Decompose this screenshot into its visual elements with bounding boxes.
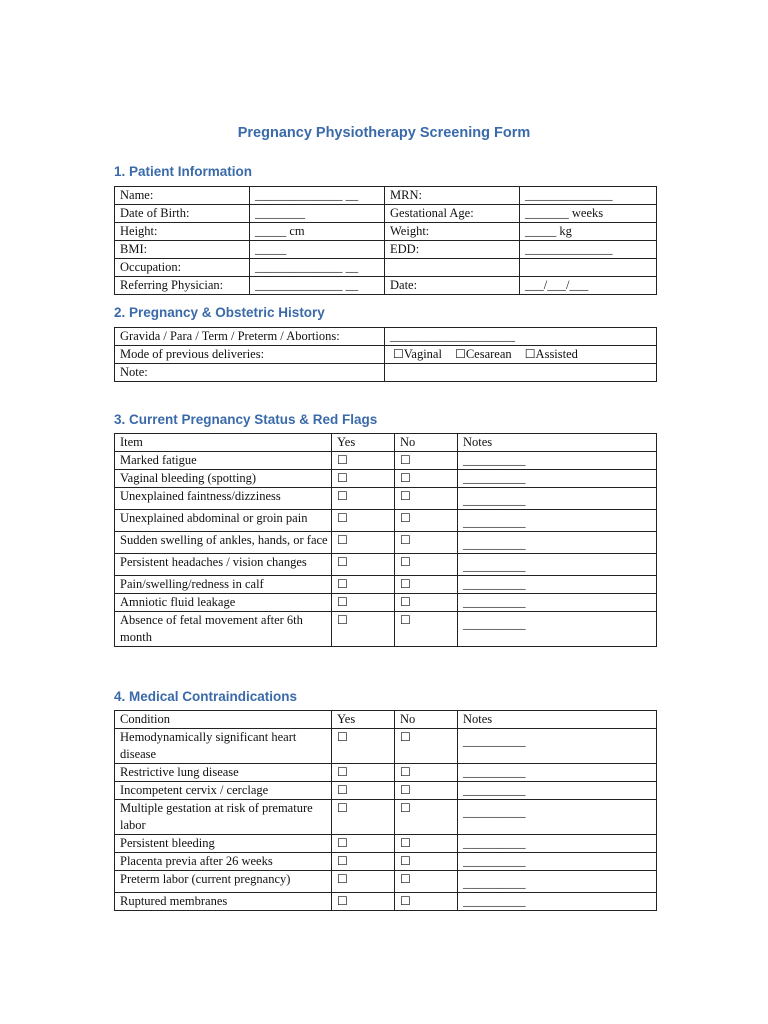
checkbox-icon[interactable]: ☐ xyxy=(400,555,411,569)
table-row xyxy=(115,554,657,576)
checkbox-icon[interactable]: ☐ xyxy=(337,783,348,797)
field-value[interactable]: ______________ xyxy=(520,241,657,259)
yes-checkbox-cell xyxy=(332,835,395,853)
field-value[interactable]: ________ xyxy=(250,205,385,223)
yes-checkbox-cell xyxy=(332,554,395,576)
item-label: Unexplained faintness/dizziness xyxy=(115,488,332,510)
column-header: Yes xyxy=(332,711,395,729)
notes-field[interactable] xyxy=(458,893,657,911)
checkbox-icon[interactable]: ☐ xyxy=(400,613,411,627)
checkbox-icon[interactable]: ☐ xyxy=(400,801,411,815)
yes-checkbox-cell xyxy=(332,594,395,612)
yes-checkbox-cell xyxy=(332,853,395,871)
field-value[interactable]: ___/___/___ xyxy=(520,277,657,295)
notes-field[interactable] xyxy=(458,452,657,470)
checkbox-icon[interactable]: ☐ xyxy=(400,453,411,467)
column-header: Yes xyxy=(332,434,395,452)
item-label: Ruptured membranes xyxy=(115,893,332,911)
field-value[interactable]: _______ weeks xyxy=(520,205,657,223)
item-label: Persistent bleeding xyxy=(115,835,332,853)
item-label: Hemodynamically significant heart disease xyxy=(115,729,332,764)
no-checkbox-cell xyxy=(395,835,458,853)
notes-field[interactable] xyxy=(458,470,657,488)
table-row xyxy=(115,612,657,647)
field-label: Referring Physician: xyxy=(115,277,250,295)
checkbox-icon[interactable]: ☐ xyxy=(337,595,348,609)
notes-blank: __________ xyxy=(463,559,526,573)
note-field[interactable] xyxy=(385,364,657,382)
no-checkbox-cell xyxy=(395,554,458,576)
vaginal-option[interactable]: ☐Vaginal xyxy=(393,347,442,361)
no-checkbox-cell xyxy=(395,612,458,647)
notes-field[interactable] xyxy=(458,835,657,853)
checkbox-icon[interactable]: ☐ xyxy=(337,533,348,547)
table-row xyxy=(115,277,657,295)
notes-blank: __________ xyxy=(463,734,526,748)
notes-field[interactable] xyxy=(458,871,657,893)
checkbox-icon[interactable]: ☐ xyxy=(337,765,348,779)
table-row xyxy=(115,328,657,346)
checkbox-icon[interactable]: ☐ xyxy=(337,577,348,591)
field-value[interactable]: _____ xyxy=(250,241,385,259)
checkbox-icon[interactable]: ☐ xyxy=(337,555,348,569)
field-label: Gestational Age: xyxy=(385,205,520,223)
yes-checkbox-cell xyxy=(332,729,395,764)
notes-field[interactable] xyxy=(458,729,657,764)
table-row xyxy=(115,782,657,800)
no-checkbox-cell xyxy=(395,871,458,893)
checkbox-icon[interactable]: ☐ xyxy=(337,801,348,815)
no-checkbox-cell xyxy=(395,782,458,800)
table-row xyxy=(115,800,657,835)
notes-field[interactable] xyxy=(458,488,657,510)
field-label: EDD: xyxy=(385,241,520,259)
item-label: Absence of fetal movement after 6th month xyxy=(115,612,332,647)
column-header: No xyxy=(395,434,458,452)
item-label: Multiple gestation at risk of premature labor xyxy=(115,800,332,835)
column-header: Notes xyxy=(458,711,657,729)
item-label: Amniotic fluid leakage xyxy=(115,594,332,612)
no-checkbox-cell xyxy=(395,764,458,782)
table-row xyxy=(115,853,657,871)
notes-field[interactable] xyxy=(458,800,657,835)
checkbox-icon[interactable]: ☐ xyxy=(400,533,411,547)
yes-checkbox-cell xyxy=(332,893,395,911)
item-label: Restrictive lung disease xyxy=(115,764,332,782)
cesarean-option[interactable]: ☐Cesarean xyxy=(455,347,512,361)
gravida-para-field[interactable]: ____________________ xyxy=(385,328,657,346)
section-heading-red-flags: 3. Current Pregnancy Status & Red Flags xyxy=(114,412,378,427)
no-checkbox-cell xyxy=(395,893,458,911)
notes-blank: __________ xyxy=(463,783,526,797)
table-row xyxy=(115,871,657,893)
field-label: BMI: xyxy=(115,241,250,259)
column-header: Item xyxy=(115,434,332,452)
checkbox-icon[interactable]: ☐ xyxy=(400,765,411,779)
notes-field[interactable] xyxy=(458,532,657,554)
checkbox-icon[interactable]: ☐ xyxy=(400,511,411,525)
assisted-option[interactable]: ☐Assisted xyxy=(524,347,578,361)
table-row xyxy=(115,488,657,510)
checkbox-icon[interactable]: ☐ xyxy=(400,854,411,868)
table-header-row xyxy=(115,711,657,729)
notes-field[interactable] xyxy=(458,510,657,532)
table-row xyxy=(115,241,657,259)
checkbox-icon[interactable]: ☐ xyxy=(400,577,411,591)
field-label: Name: xyxy=(115,187,250,205)
checkbox-icon[interactable]: ☐ xyxy=(400,471,411,485)
item-label: Sudden swelling of ankles, hands, or face xyxy=(115,532,332,554)
no-checkbox-cell xyxy=(395,470,458,488)
checkbox-icon[interactable]: ☐ xyxy=(337,894,348,908)
no-checkbox-cell xyxy=(395,729,458,764)
item-label: Unexplained abdominal or groin pain xyxy=(115,510,332,532)
notes-blank: __________ xyxy=(463,453,526,467)
item-label: Vaginal bleeding (spotting) xyxy=(115,470,332,488)
notes-field[interactable] xyxy=(458,853,657,871)
field-value[interactable] xyxy=(520,259,657,277)
table-row xyxy=(115,364,657,382)
table-row xyxy=(115,532,657,554)
yes-checkbox-cell xyxy=(332,470,395,488)
yes-checkbox-cell xyxy=(332,612,395,647)
checkbox-icon[interactable]: ☐ xyxy=(337,471,348,485)
notes-blank: __________ xyxy=(463,617,526,631)
patient-info-table xyxy=(114,186,657,295)
no-checkbox-cell xyxy=(395,488,458,510)
checkbox-icon[interactable]: ☐ xyxy=(400,836,411,850)
table-row xyxy=(115,893,657,911)
delivery-mode-options xyxy=(385,346,657,364)
field-label: Occupation: xyxy=(115,259,250,277)
field-value[interactable]: _____ kg xyxy=(520,223,657,241)
table-row xyxy=(115,205,657,223)
checkbox-icon[interactable]: ☐ xyxy=(337,872,348,886)
delivery-mode-label: Mode of previous deliveries: xyxy=(115,346,385,364)
field-value[interactable]: _____ cm xyxy=(250,223,385,241)
notes-field[interactable] xyxy=(458,782,657,800)
column-header: Notes xyxy=(458,434,657,452)
yes-checkbox-cell xyxy=(332,800,395,835)
no-checkbox-cell xyxy=(395,576,458,594)
obstetric-history-table xyxy=(114,327,657,382)
field-label xyxy=(385,259,520,277)
no-checkbox-cell xyxy=(395,594,458,612)
notes-blank: __________ xyxy=(463,894,526,908)
field-label: Weight: xyxy=(385,223,520,241)
field-label: Date of Birth: xyxy=(115,205,250,223)
yes-checkbox-cell xyxy=(332,871,395,893)
note-label: Note: xyxy=(115,364,385,382)
table-row xyxy=(115,835,657,853)
table-row xyxy=(115,259,657,277)
yes-checkbox-cell xyxy=(332,532,395,554)
notes-blank: __________ xyxy=(463,515,526,529)
yes-checkbox-cell xyxy=(332,510,395,532)
column-header: No xyxy=(395,711,458,729)
table-row xyxy=(115,187,657,205)
checkbox-icon[interactable]: ☐ xyxy=(455,347,466,361)
notes-blank: __________ xyxy=(463,836,526,850)
no-checkbox-cell xyxy=(395,510,458,532)
field-value[interactable]: ______________ __ xyxy=(250,277,385,295)
no-checkbox-cell xyxy=(395,853,458,871)
notes-blank: __________ xyxy=(463,765,526,779)
checkbox-icon[interactable]: ☐ xyxy=(337,730,348,744)
item-label: Incompetent cervix / cerclage xyxy=(115,782,332,800)
item-label: Marked fatigue xyxy=(115,452,332,470)
section-heading-patient-info: 1. Patient Information xyxy=(114,164,253,179)
table-row xyxy=(115,223,657,241)
field-label: Height: xyxy=(115,223,250,241)
item-label: Pain/swelling/redness in calf xyxy=(115,576,332,594)
checkbox-icon[interactable]: ☐ xyxy=(400,872,411,886)
yes-checkbox-cell xyxy=(332,782,395,800)
notes-field[interactable] xyxy=(458,612,657,647)
field-value[interactable]: ______________ xyxy=(520,187,657,205)
checkbox-icon[interactable]: ☐ xyxy=(337,489,348,503)
no-checkbox-cell xyxy=(395,800,458,835)
table-row xyxy=(115,452,657,470)
notes-blank: __________ xyxy=(463,577,526,591)
checkbox-icon[interactable]: ☐ xyxy=(400,783,411,797)
checkbox-icon[interactable]: ☐ xyxy=(337,854,348,868)
field-value[interactable]: ______________ __ xyxy=(250,259,385,277)
table-row xyxy=(115,510,657,532)
table-row xyxy=(115,764,657,782)
checkbox-icon[interactable]: ☐ xyxy=(337,613,348,627)
table-row xyxy=(115,594,657,612)
table-row xyxy=(115,470,657,488)
checkbox-icon[interactable]: ☐ xyxy=(400,730,411,744)
checkbox-icon[interactable]: ☐ xyxy=(393,347,404,361)
section-heading-contraindications: 4. Medical Contraindications xyxy=(114,689,298,704)
checkbox-icon[interactable]: ☐ xyxy=(337,453,348,467)
item-label: Persistent headaches / vision changes xyxy=(115,554,332,576)
table-header-row xyxy=(115,434,657,452)
item-label: Placenta previa after 26 weeks xyxy=(115,853,332,871)
item-label: Preterm labor (current pregnancy) xyxy=(115,871,332,893)
notes-field[interactable] xyxy=(458,594,657,612)
notes-blank: __________ xyxy=(463,876,526,890)
checkbox-icon[interactable]: ☐ xyxy=(400,894,411,908)
table-row xyxy=(115,729,657,764)
column-header: Condition xyxy=(115,711,332,729)
yes-checkbox-cell xyxy=(332,764,395,782)
field-label: Date: xyxy=(385,277,520,295)
notes-blank: __________ xyxy=(463,493,526,507)
notes-blank: __________ xyxy=(463,471,526,485)
notes-field[interactable] xyxy=(458,576,657,594)
checkbox-icon[interactable]: ☐ xyxy=(337,836,348,850)
notes-blank: __________ xyxy=(463,595,526,609)
checkbox-icon[interactable]: ☐ xyxy=(400,595,411,609)
contraindications-table xyxy=(114,710,657,911)
notes-field[interactable] xyxy=(458,554,657,576)
field-value[interactable]: ______________ __ xyxy=(250,187,385,205)
red-flags-table xyxy=(114,433,657,647)
notes-blank: __________ xyxy=(463,805,526,819)
no-checkbox-cell xyxy=(395,452,458,470)
checkbox-icon[interactable]: ☐ xyxy=(337,511,348,525)
table-row xyxy=(115,346,657,364)
field-label: MRN: xyxy=(385,187,520,205)
yes-checkbox-cell xyxy=(332,576,395,594)
section-heading-obstetric-history: 2. Pregnancy & Obstetric History xyxy=(114,305,325,320)
no-checkbox-cell xyxy=(395,532,458,554)
checkbox-icon[interactable]: ☐ xyxy=(524,347,536,361)
yes-checkbox-cell xyxy=(332,452,395,470)
notes-blank: __________ xyxy=(463,854,526,868)
gravida-para-label: Gravida / Para / Term / Preterm / Abortions: xyxy=(115,328,385,346)
notes-field[interactable] xyxy=(458,764,657,782)
table-row xyxy=(115,576,657,594)
notes-blank: __________ xyxy=(463,537,526,551)
yes-checkbox-cell xyxy=(332,488,395,510)
checkbox-icon[interactable]: ☐ xyxy=(400,489,411,503)
form-title: Pregnancy Physiotherapy Screening Form xyxy=(237,125,531,141)
